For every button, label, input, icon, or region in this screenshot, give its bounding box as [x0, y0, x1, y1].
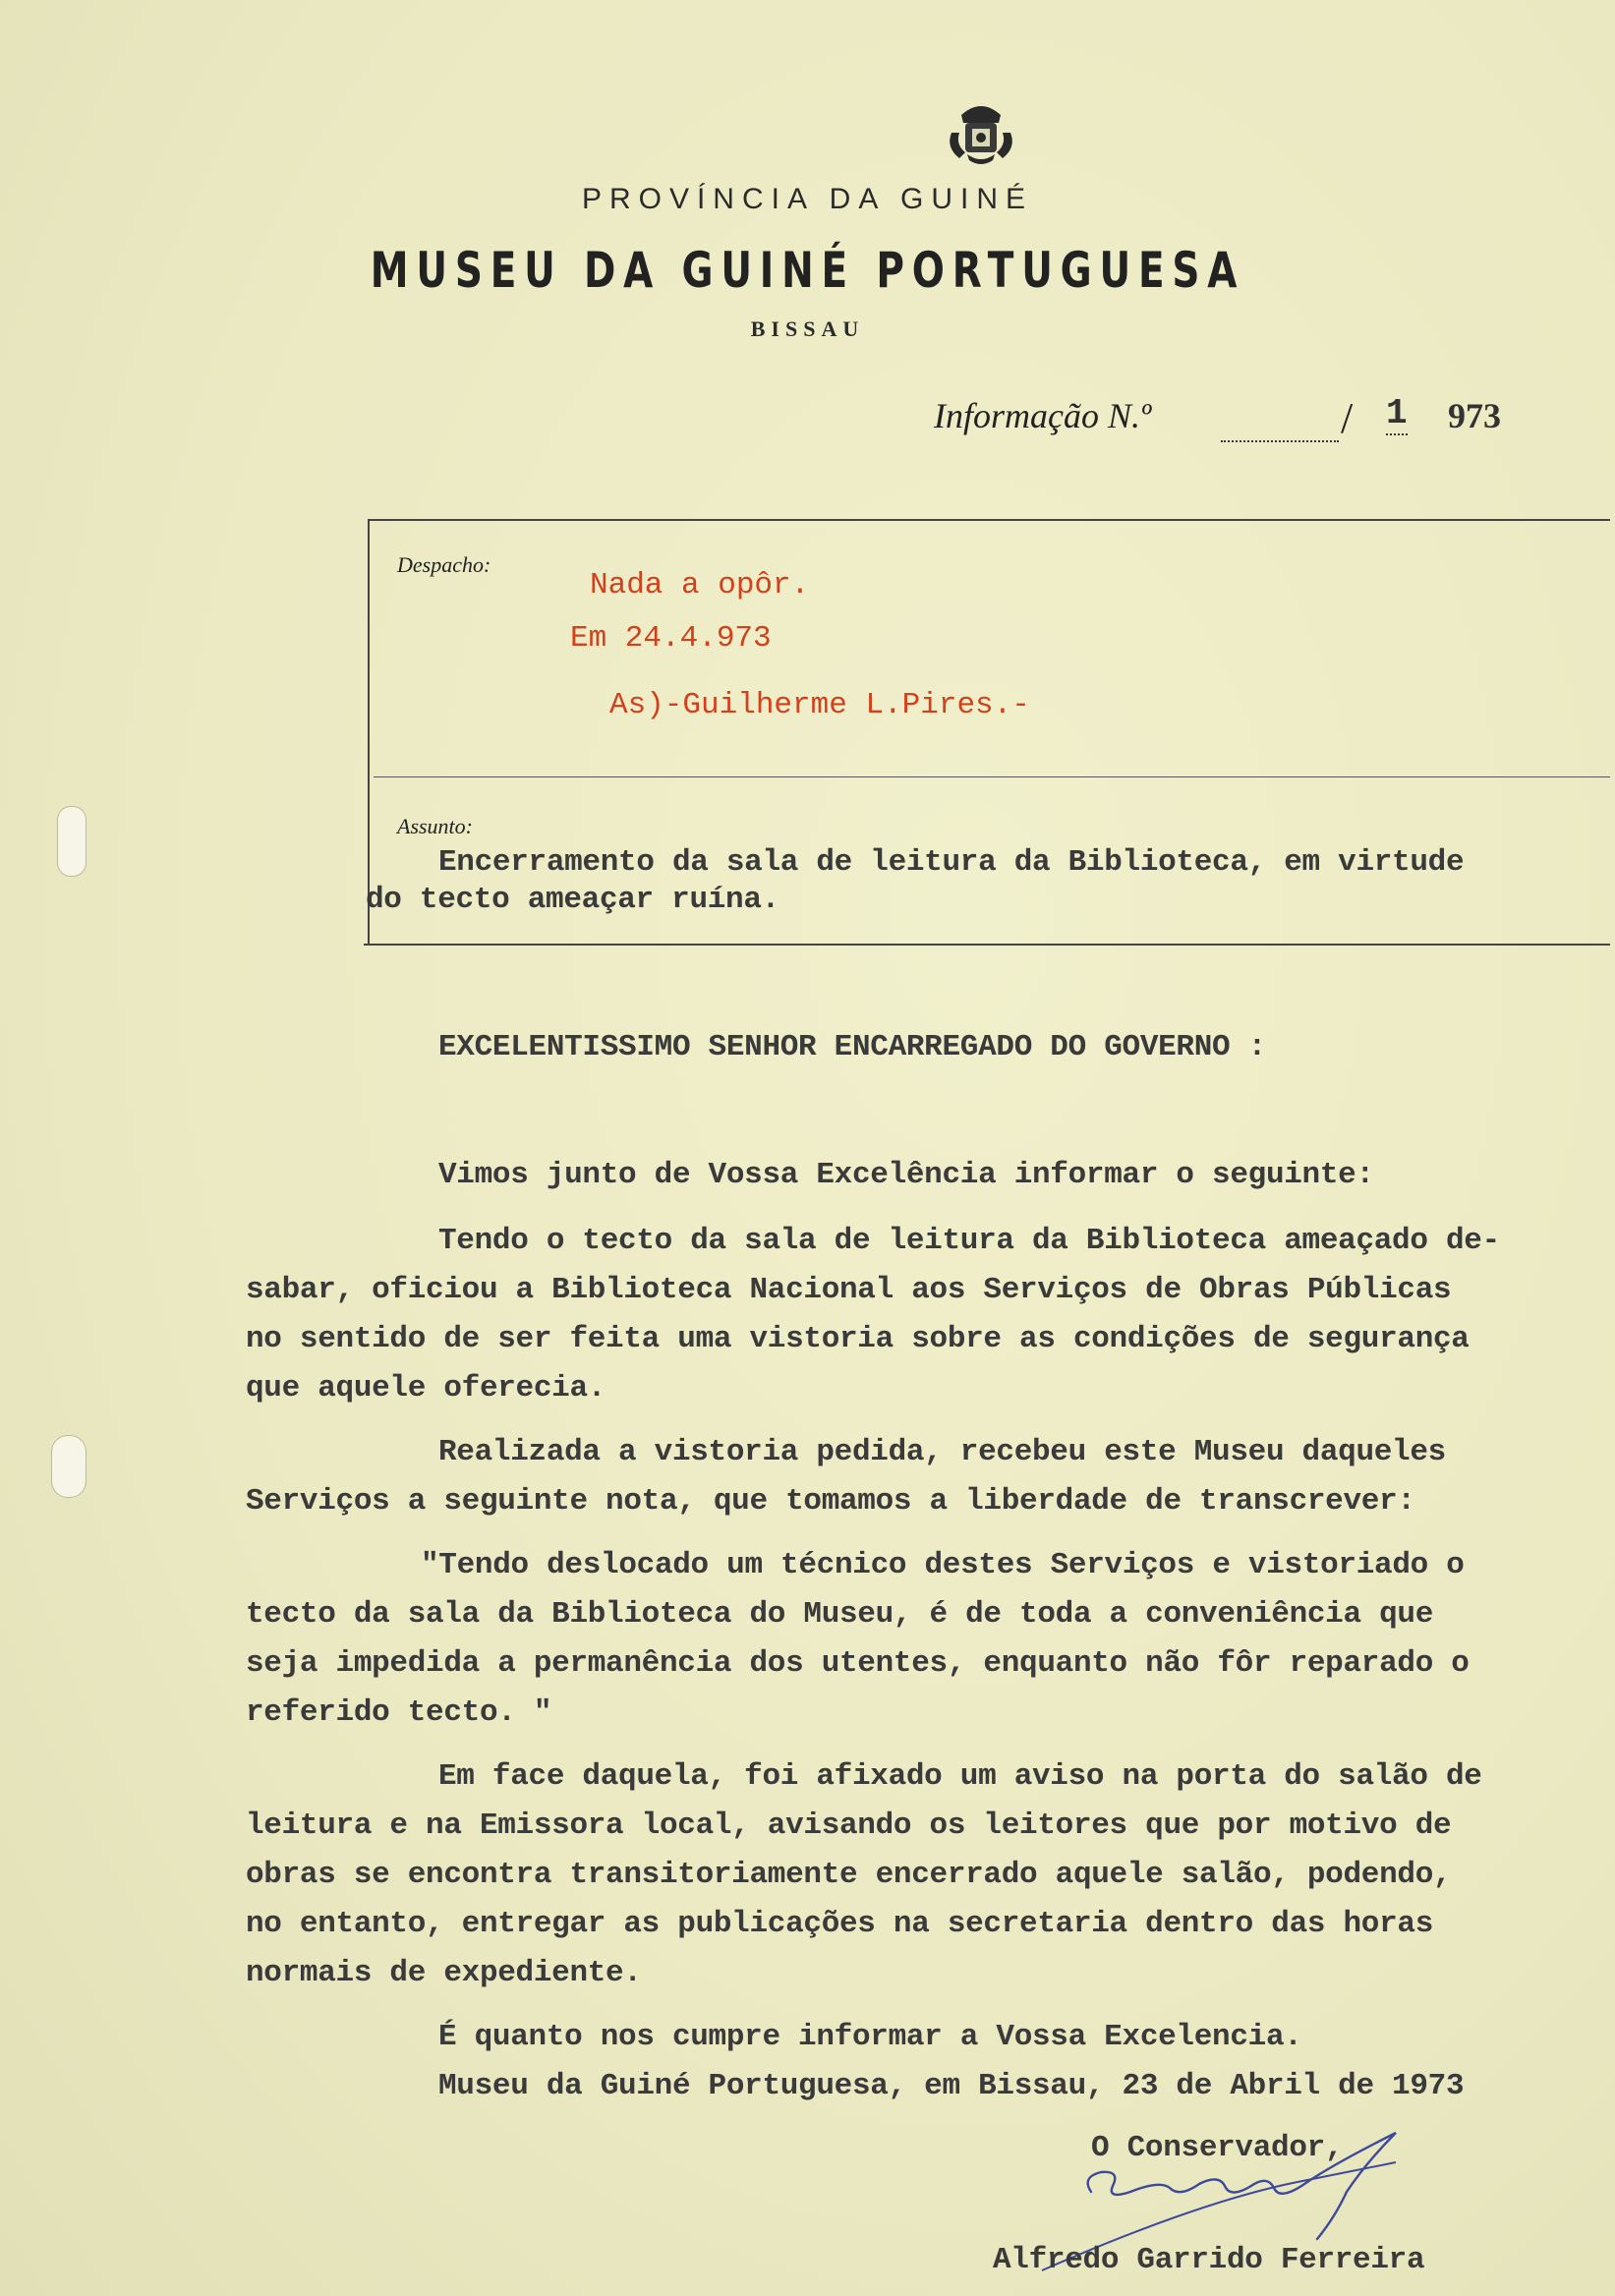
- form-box-divider: [374, 776, 1610, 777]
- city-heading: BISSAU: [750, 316, 865, 341]
- assunto-line: do tecto ameaçar ruína.: [366, 883, 779, 917]
- body-line: Tendo o tecto da sala de leitura da Biblioteca ameaçado de-: [438, 1224, 1500, 1258]
- informacao-number: 1: [1386, 393, 1408, 433]
- form-box-left-rule: [368, 519, 370, 946]
- body-line: tecto da sala da Biblioteca do Museu, é de toda a conveniência que: [246, 1597, 1434, 1632]
- coat-of-arms-icon: [942, 93, 1020, 172]
- body-line: Em face daquela, foi afixado um aviso na porta do salão de: [438, 1759, 1482, 1794]
- body-line: no sentido de ser feita uma vistoria sobre as condições de segurança: [246, 1322, 1470, 1356]
- body-line: que aquele oferecia.: [246, 1371, 606, 1406]
- body-line: Realizada a vistoria pedida, recebeu este Museu daqueles: [438, 1435, 1446, 1469]
- body-line: Vimos junto de Vossa Excelência informar o seguinte:: [438, 1158, 1374, 1192]
- informacao-slash: /: [1341, 394, 1354, 442]
- body-line: normais de expediente.: [246, 1956, 642, 1990]
- assunto-label: Assunto:: [397, 814, 473, 838]
- body-line: leitura e na Emissora local, avisando os leitores que por motivo de: [246, 1808, 1452, 1843]
- despacho-line: Em 24.4.973: [570, 621, 772, 656]
- assunto-line: Encerramento da sala de leitura da Biblioteca, em virtude: [438, 845, 1465, 880]
- body-line: É quanto nos cumpre informar a Vossa Excelencia.: [438, 2020, 1302, 2054]
- signatory-name: Alfredo Garrido Ferreira: [993, 2243, 1425, 2277]
- body-line: obras se encontra transitoriamente encerrado aquele salão, podendo,: [246, 1858, 1452, 1892]
- body-line: "Tendo deslocado um técnico destes Serviços e vistoriado o: [421, 1548, 1465, 1582]
- despacho-line: As)-Guilherme L.Pires.-: [609, 688, 1030, 722]
- greeting: EXCELENTISSIMO SENHOR ENCARREGADO DO GOVERNO :: [438, 1030, 1266, 1064]
- body-line: referido tecto. ": [246, 1695, 552, 1730]
- despacho-line: Nada a opôr.: [590, 568, 810, 603]
- body-line: seja impedida a permanência dos utentes, enquanto não fôr reparado o: [246, 1646, 1470, 1681]
- signatory-role: O Conservador,: [1091, 2131, 1344, 2165]
- province-heading: PROVÍNCIA DA GUINÉ: [581, 183, 1034, 215]
- informacao-label: Informação N.º: [934, 396, 1152, 435]
- museum-heading: MUSEU DA GUINÉ PORTUGUESA: [370, 242, 1245, 299]
- body-line: no entanto, entregar as publicações na secretaria dentro das horas: [246, 1907, 1434, 1941]
- form-box-bottom-rule: [364, 944, 1610, 946]
- binder-hole: [51, 1435, 87, 1498]
- informacao-year: 973: [1448, 396, 1501, 435]
- body-line: sabar, oficiou a Biblioteca Nacional aos Serviços de Obras Públicas: [246, 1273, 1452, 1307]
- closing-date-line: Museu da Guiné Portuguesa, em Bissau, 23 de Abril de 1973: [438, 2069, 1465, 2103]
- despacho-label: Despacho:: [397, 552, 491, 577]
- body-line: Serviços a seguinte nota, que tomamos a liberdade de transcrever:: [246, 1484, 1415, 1519]
- informacao-dotted-line: [1221, 440, 1339, 442]
- form-box-top-rule: [368, 519, 1610, 521]
- binder-hole: [57, 806, 87, 877]
